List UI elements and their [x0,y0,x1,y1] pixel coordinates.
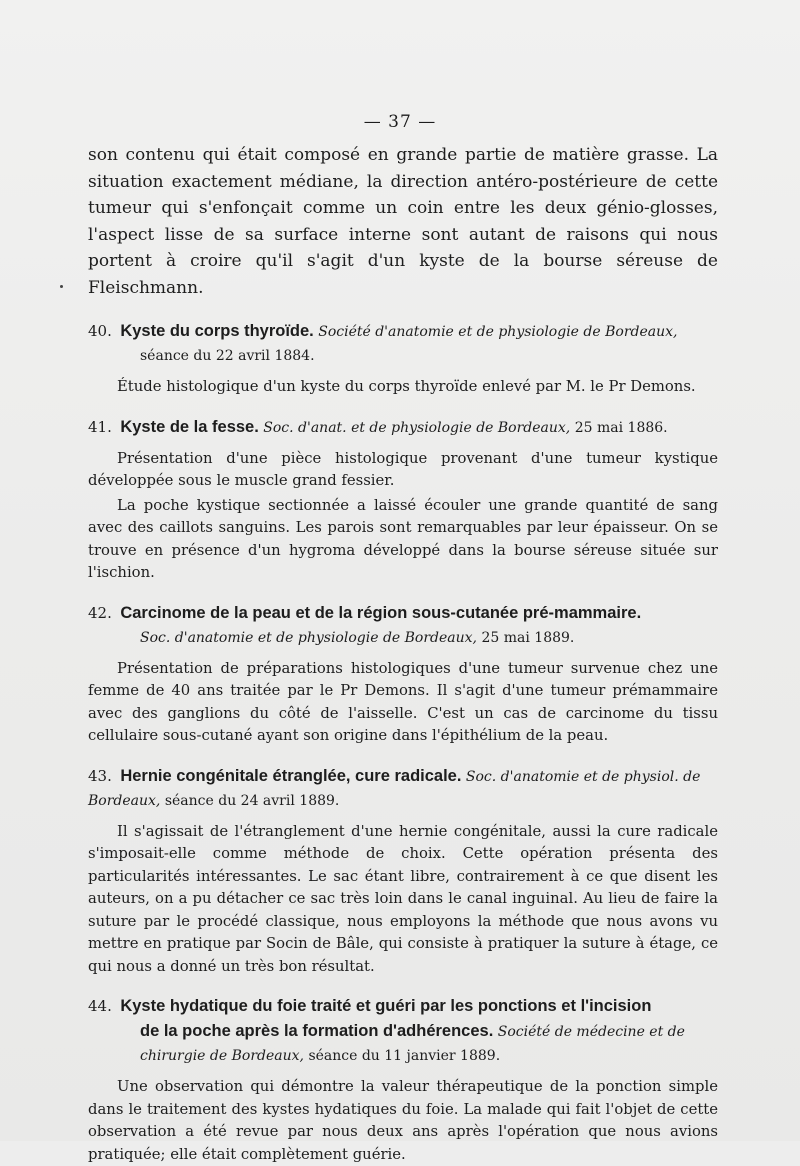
page-number: — 37 — [363,112,437,132]
entry-reference: Société de médecine et de chirurgie de Bordeaux, [140,1024,685,1064]
entry-number: 42. [88,603,112,622]
entry-title-continued: de la poche après la formation d'adhérences. [140,1022,494,1040]
entry-heading [88,601,718,650]
entry-reference: Soc. d'anat. et de physiologie de Bordeaux, [263,419,571,436]
entry-paragraph: Présentation d'une pièce histologique provenant d'une tumeur kystique développée sous le muscle grand fessier. [88,449,718,489]
entry-heading [88,994,718,1068]
entry-paragraph: Une observation qui démontre la valeur thérapeutique de la ponction simple dans le traitement des kystes hydatiques du foie. La malade qui fait l'objet de cette observation a été revue par nous deux ans après l'opération que nous avions pratiquée; elle était complètement guérie. [88,1078,718,1163]
entry-reference: Soc. d'anatomie et de physiologie de Bordeaux, [140,629,478,646]
entry-date: 25 mai 1886. [574,419,668,436]
entry-paragraph: La poche kystique sectionnée a laissé écouler une grande quantité de sang avec des caillots sanguins. Les parois sont remarquables par leur épaisseur. On se trouve en présence d'un hygroma développé dans la bourse séreuse située sur l'ischion. [88,496,718,581]
entry-heading [88,415,718,440]
entry-reference: Société d'anatomie et de physiologie de Bordeaux, [318,324,678,340]
entry-title: Kyste du corps thyroïde. [120,322,314,340]
entry-number: 40. [88,322,112,340]
entry-reference: Soc. d'anatomie et de physiol. de Bordeaux, [88,768,701,809]
entry-title: Kyste de la fesse. [120,417,259,436]
entry-date: séance du 24 avril 1889. [164,792,340,809]
entry-number: 43. [88,766,112,785]
entry-date: séance du 11 janvier 1889. [308,1048,501,1064]
entry-paragraph: Étude histologique d'un kyste du corps thyroïde enlevé par M. le Pr Demons. [117,378,696,395]
entry-paragraph: Il s'agissait de l'étranglement d'une hernie congénitale, aussi la cure radicale s'imposait-elle comme méthode de choix. Cette opération présenta des particularités intéressantes. Le sac étant libre, contrairement à ce que disent les auteurs, on a pu détacher ce sac très loin dans le canal inguinal. Au lieu de faire la suture par le procédé classique, nous employons la méthode que nous avons vu mettre en pratique par Socin de Bâle, qui consiste à pratiquer la suture à étage, ce qui nous a donné un très bon résultat. [88,822,718,975]
entry-40 [88,319,718,399]
entry-title: Kyste hydatique du foie traité et guéri par les ponctions et l'incision [120,997,652,1015]
entry-41 [88,415,718,585]
entry-title: Carcinome de la peau et de la région sous-cutanée pré-mammaire. [120,603,642,622]
entry-date: séance du 22 avril 1884. [140,348,315,364]
page-content [88,142,718,1166]
entry-42 [88,601,718,748]
entry-number: 44. [88,997,112,1015]
ink-dot [60,285,63,288]
entry-heading [88,764,718,813]
entry-heading [88,319,718,368]
entry-paragraph: Présentation de préparations histologiques d'une tumeur survenue chez une femme de 40 ans traitée par le Pr Demons. Il s'agit d'une tumeur prémammaire avec des ganglions du côté de l'aisselle. C'est un cas de carcinome du tissu cellulaire sous-cutané ayant son origine dans l'épithélium de la peau. [88,659,718,744]
entry-44 [88,994,718,1166]
entry-number: 41. [88,417,112,436]
intro-paragraph: son contenu qui était composé en grande partie de matière grasse. La situation exactement médiane, la direction antéro-postérieure de cette tumeur qui s'enfonçait comme un coin entre les deux génio-glosses, l'aspect lisse de sa surface interne sont autant de raisons qui nous portent à croire qu'il s'agit d'un kyste de la bourse séreuse de Fleischmann. [88,145,718,298]
entry-title: Hernie congénitale étranglée, cure radicale. [120,766,462,785]
entry-43 [88,764,718,979]
entry-date: 25 mai 1889. [481,629,575,646]
